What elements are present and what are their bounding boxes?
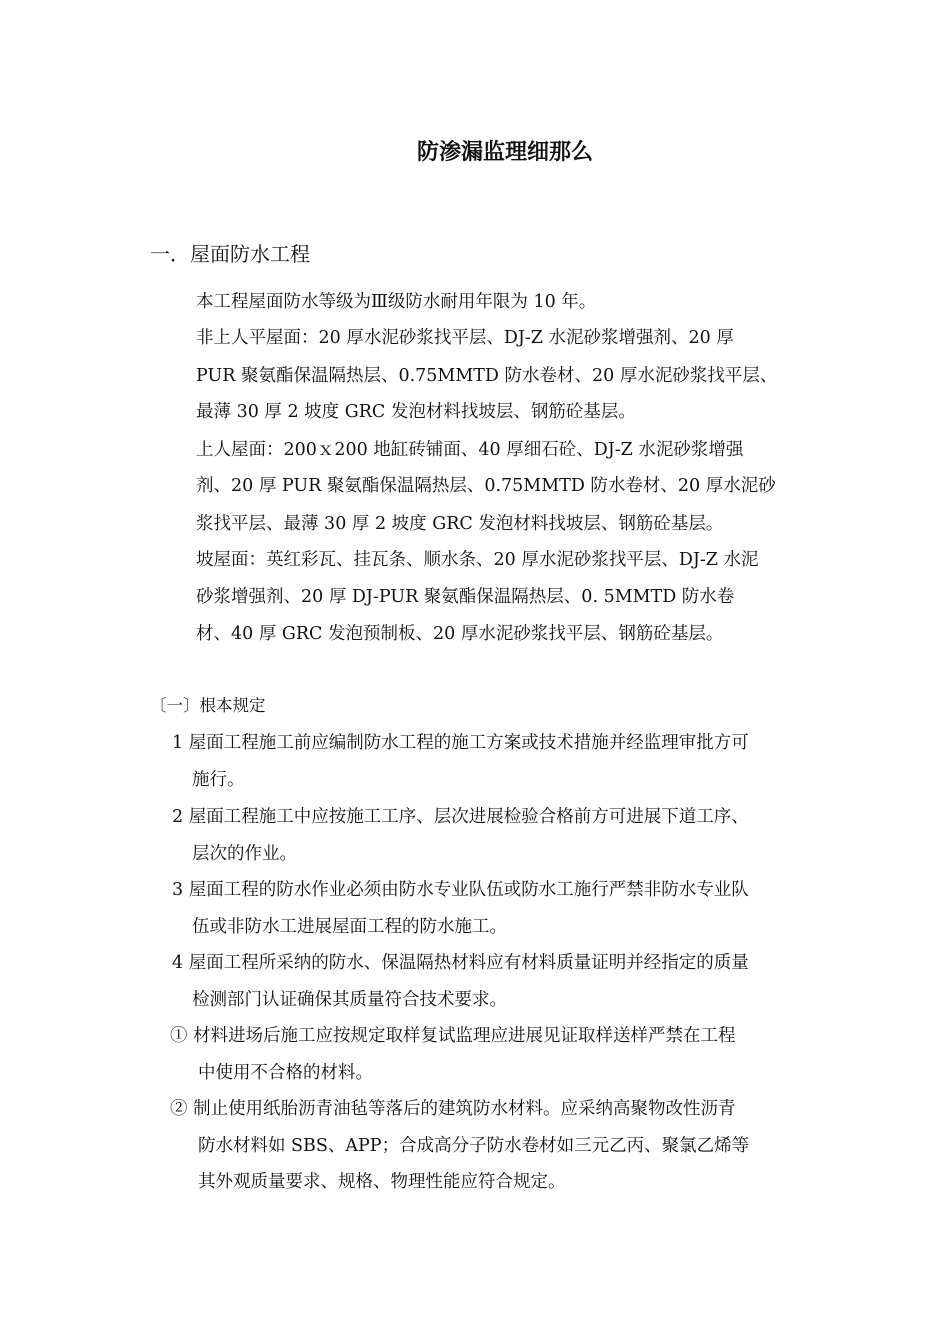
section-heading-roof-waterproofing: 一．屋面防水工程 — [150, 242, 310, 266]
rule-item-line: 3 屋面工程的防水作业必须由防水专业队伍或防水工施行严禁非防水专业队 — [172, 880, 749, 900]
paragraph-line: 坡屋面：英红彩瓦、挂瓦条、顺水条、20 厚水泥砂浆找平层、DJ-Z 水泥 — [196, 550, 759, 570]
paragraph-line: 上人屋面：200ｘ200 地缸砖铺面、40 厚细石砼、DJ-Z 水泥砂浆增强 — [196, 440, 744, 460]
rule-subitem-line: ① 材料进场后施工应按规定取样复试监理应进展见证取样送样严禁在工程 — [170, 1026, 736, 1046]
paragraph-line: 本工程屋面防水等级为Ⅲ级防水耐用年限为 10 年。 — [196, 292, 597, 312]
rule-item-line: 1 屋面工程施工前应编制防水工程的施工方案或技术措施并经监理审批方可 — [172, 733, 749, 753]
paragraph-line: 非上人平屋面：20 厚水泥砂浆找平层、DJ-Z 水泥砂浆增强剂、20 厚 — [196, 328, 734, 348]
rule-subitem-line: 其外观质量要求、规格、物理性能应符合规定。 — [198, 1172, 566, 1192]
rule-item-line: 层次的作业。 — [192, 844, 297, 864]
paragraph-line: 最薄 30 厚 2 坡度 GRC 发泡材料找坡层、钢筋砼基层。 — [196, 402, 636, 422]
subsection-heading-basic-rules: 〔一〕根本规定 — [150, 696, 266, 715]
rule-subitem-line: ② 制止使用纸胎沥青油毡等落后的建筑防水材料。应采纳高聚物改性沥青 — [170, 1099, 736, 1119]
rule-item-line: 伍或非防水工进展屋面工程的防水施工。 — [192, 917, 507, 937]
rule-subitem-line: 中使用不合格的材料。 — [198, 1063, 373, 1083]
paragraph-line: 剂、20 厚 PUR 聚氨酯保温隔热层、0.75MMTD 防水卷材、20 厚水泥砂 — [196, 476, 776, 496]
rule-item-line: 2 屋面工程施工中应按施工工序、层次进展检验合格前方可进展下道工序、 — [172, 807, 749, 827]
paragraph-line: PUR 聚氨酯保温隔热层、0.75MMTD 防水卷材、20 厚水泥砂浆找平层、 — [196, 366, 778, 386]
rule-subitem-line: 防水材料如 SBS、APP；合成高分子防水卷材如三元乙丙、聚氯乙烯等 — [198, 1136, 750, 1156]
rule-item-line: 检测部门认证确保其质量符合技术要求。 — [192, 990, 507, 1010]
page-title: 防渗漏监理细那么 — [416, 140, 593, 165]
paragraph-line: 浆找平层、最薄 30 厚 2 坡度 GRC 发泡材料找坡层、钢筋砼基层。 — [196, 514, 724, 534]
paragraph-line: 材、40 厚 GRC 发泡预制板、20 厚水泥砂浆找平层、钢筋砼基层。 — [196, 624, 724, 644]
rule-item-line: 4 屋面工程所采纳的防水、保温隔热材料应有材料质量证明并经指定的质量 — [172, 953, 749, 973]
paragraph-line: 砂浆增强剂、20 厚 DJ-PUR 聚氨酯保温隔热层、0. 5MMTD 防水卷 — [196, 587, 735, 607]
rule-item-line: 施行。 — [192, 770, 245, 790]
